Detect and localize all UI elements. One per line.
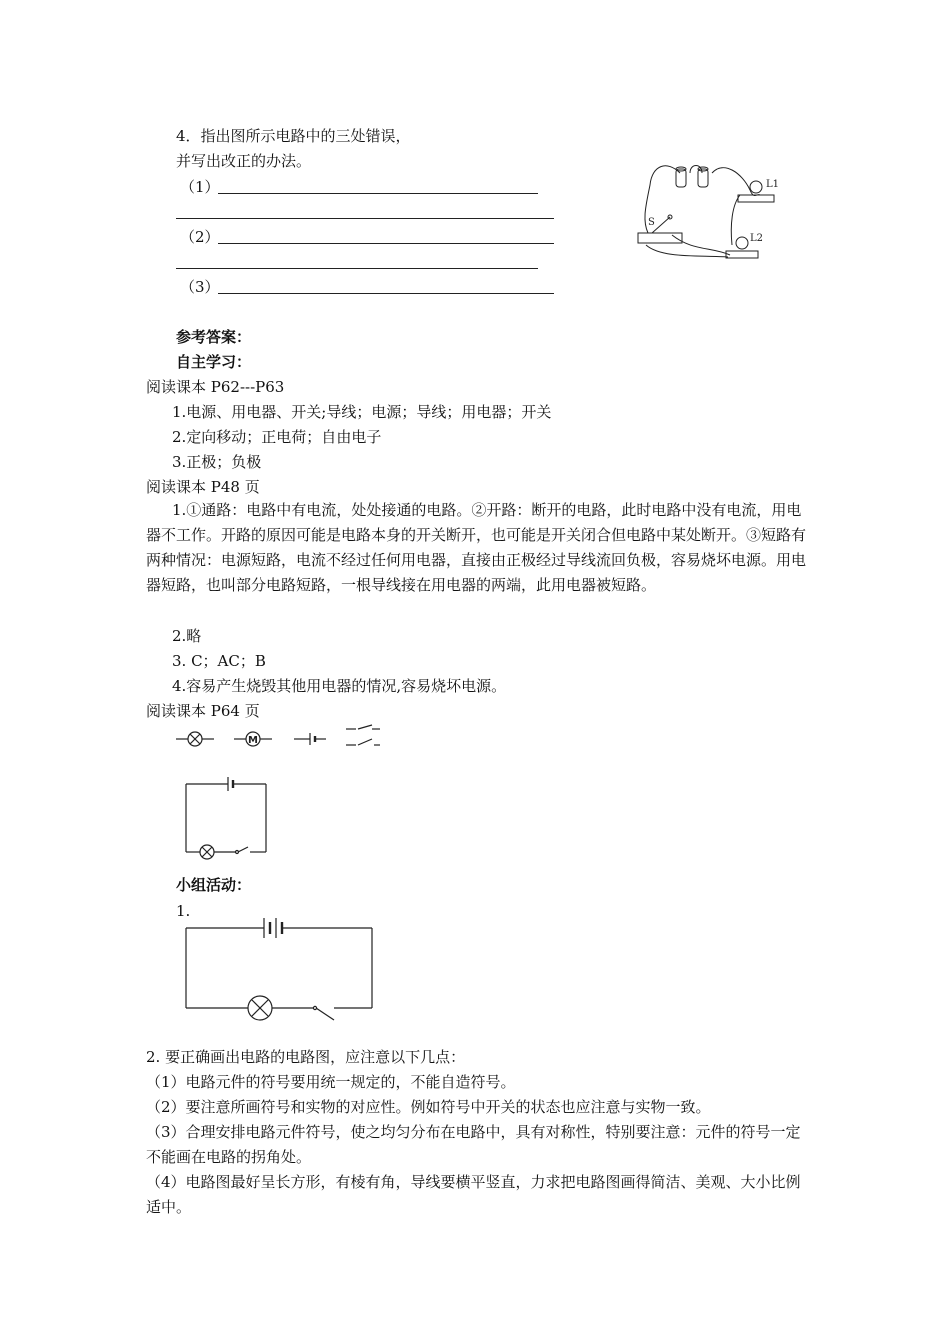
battery-symbol — [294, 733, 326, 745]
l2-label: L2 — [750, 233, 764, 244]
answer-line — [218, 193, 538, 194]
point-2: （2）要注意所画符号和实物的对应性。例如符号中开关的状态也应注意与实物一致。 — [146, 1098, 711, 1116]
answers-heading: 参考答案： — [176, 328, 252, 346]
point-1: （1）电路元件的符号要用统一规定的，不能自造符号。 — [146, 1073, 516, 1091]
circuit-symbols-row — [174, 723, 394, 753]
answer-line — [218, 293, 554, 294]
question-title: 4．指出图所示电路中的三处错误， — [176, 127, 411, 145]
answer-line — [176, 268, 538, 269]
circuit-diagram-1 — [180, 772, 280, 862]
l1-label: L1 — [766, 179, 780, 190]
answer-a1: 1.电源、用电器、开关;导线；电源；导线；用电器；开关 — [172, 403, 552, 421]
answer-b2: 2.略 — [172, 627, 202, 645]
answer-a3: 3.正极；负极 — [172, 453, 262, 471]
answer-b4: 4.容易产生烧毁其他用电器的情况,容易烧坏电源。 — [172, 677, 507, 695]
blank-label-2: （2） — [180, 228, 220, 246]
answer-a2: 2.定向移动；正电荷；自由电子 — [172, 428, 382, 446]
self-study-heading: 自主学习： — [176, 353, 252, 371]
read-ref-3: 阅读课本 P64 页 — [146, 702, 260, 720]
blank-label-3: （3） — [180, 278, 220, 296]
physical-circuit-figure — [632, 155, 792, 265]
answer-line — [176, 218, 554, 219]
lamp-symbol — [176, 732, 214, 746]
point-3: （3）合理安排电路元件符号，使之均匀分布在电路中，具有对称性，特别要注意：元件的符号一定不能画在电路的拐角处。 — [146, 1123, 801, 1166]
group-activity-heading: 小组活动： — [176, 876, 252, 894]
read-ref-1: 阅读课本 P62---P63 — [146, 378, 285, 396]
answer-b1: 1.①通路：电路中有电流，处处接通的电路。②开路：断开的电路，此时电路中没有电流，用电器不工作。开路的原因可能是电路本身的开关断开，也可能是开关闭合但电路中某处断开。③短路有两种情况：电源短路，电流不经过任何用电器，直接由正极经过导线流回负极，容易烧坏电源。用电器短路，也叫部分电路短路，一根导线接在用电器的两端，此用电器被短路。 — [146, 501, 807, 594]
switch-symbol — [346, 725, 380, 745]
read-ref-2: 阅读课本 P48 页 — [146, 478, 260, 496]
blank-label-1: （1） — [180, 178, 220, 196]
point-4: （4）电路图最好呈长方形，有棱有角，导线要横平竖直，力求把电路图画得简洁、美观、大小比例适中。 — [146, 1173, 801, 1216]
group-item-2: 2. 要正确画出电路的电路图，应注意以下几点： — [146, 1048, 466, 1066]
switch-label: S — [648, 217, 655, 228]
motor-label: M — [248, 735, 258, 746]
circuit-diagram-2 — [180, 916, 380, 1026]
question-subtitle: 并写出改正的办法。 — [176, 152, 312, 170]
group-item-1: 1. — [176, 902, 191, 920]
answer-line — [218, 243, 554, 244]
answer-b3: 3. C；AC；B — [172, 652, 266, 670]
